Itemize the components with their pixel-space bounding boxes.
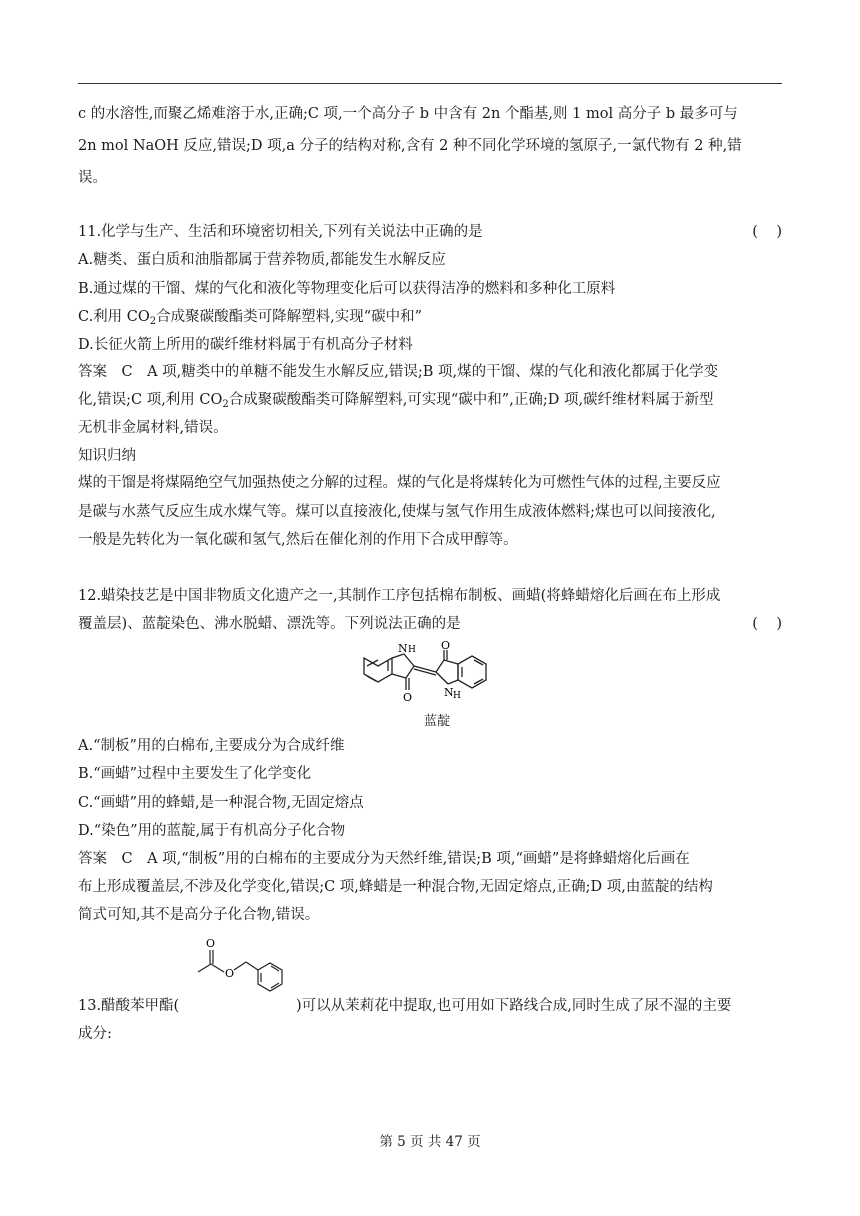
q12-answer-line-2: 布上形成覆盖层,不涉及化学变化,错误;C 项,蜂蜡是一种混合物,无固定熔点,正确;D 项,由蓝靛的结构 (78, 879, 713, 895)
knowledge-line-2: 是碳与水蒸气反应生成水煤气等。煤可以直接液化,使煤与氢气作用生成液体燃料;煤也可以间接液化, (78, 504, 716, 520)
q11-option-d: D.长征火箭上所用的碳纤维材料属于有机高分子材料 (78, 337, 413, 353)
q13-stem-prefix: 13.醋酸苯甲酯( (78, 998, 180, 1014)
knowledge-title: 知识归纳 (78, 448, 136, 464)
q11-option-c: C.利用 $CO_2$合成聚碳酸酯类可降解塑料,实现“碳中和” (78, 309, 423, 327)
indigo-structure-diagram (358, 640, 508, 706)
q11-option-b: B.通过煤的干馏、煤的气化和液化等物理变化后可以获得洁净的燃料和多种化工原料 (78, 281, 616, 297)
q12-answer-line-3: 简式可知,其不是高分子化合物,错误。 (78, 907, 320, 923)
prev-answer-line-3: 误。 (78, 170, 107, 186)
q11-answer-line-1: 答案 C A 项,糖类中的单糖不能发生水解反应,错误;B 项,煤的干馏、煤的气化和液化都属于化学变 (78, 364, 719, 380)
q12-answer-line-1: 答案 C A 项,“制板”用的白棉布的主要成分为天然纤维,错误;B 项,“画蜡”是将蜂蜡熔化后画在 (78, 851, 690, 867)
indigo-caption: 蓝靛 (424, 714, 451, 729)
q11-stem: 11.化学与生产、生活和环境密切相关,下列有关说法中正确的是 (78, 224, 483, 240)
atom-o-right: O (441, 640, 451, 652)
q11-answer-line-2: 化,错误;C 项,利用 $CO_2$合成聚碳酸酯类可降解塑料,可实现“碳中和”,正确;D 项,碳纤维材料属于新型 (78, 392, 714, 410)
knowledge-line-1: 煤的干馏是将煤隔绝空气加强热使之分解的过程。煤的气化是将煤转化为可燃性气体的过程,主要反应 (78, 475, 721, 491)
atom-h-right: H (453, 691, 461, 701)
atom-h-left: H (408, 645, 416, 655)
atom-n-right: N (444, 686, 454, 699)
prev-answer-line-2: 2n mol NaOH 反应,错误;D 项,a 分子的结构对称,含有 2 种不同化学环境的氢原子,一氯代物有 2 种,错 (78, 138, 742, 154)
q13-stem-suffix: )可以从茉莉花中提取,也可用如下路线合成,同时生成了尿不湿的主要 (296, 998, 732, 1014)
prev-answer-line-1: c 的水溶性,而聚乙烯难溶于水,正确;C 项,一个高分子 b 中含有 2n 个酯基,则 1 mol 高分子 b 最多可与 (78, 106, 738, 122)
atom-o-carbonyl: O (206, 937, 216, 950)
atom-n-left: N (398, 642, 408, 655)
q12-option-a: A.“制板”用的白棉布,主要成分为合成纤维 (78, 738, 345, 754)
q12-stem-line-2: 覆盖层)、蓝靛染色、沸水脱蜡、漂洗等。下列说法正确的是 (78, 616, 461, 632)
header-rule (78, 83, 782, 84)
atom-o-ester: O (225, 967, 235, 980)
atom-o-left: O (403, 691, 413, 704)
benzene-ring (258, 963, 282, 991)
q12-stem-line-1: 12.蜡染技艺是中国非物质文化遗产之一,其制作工序包括棉布制板、画蜡(将蜂蜡熔化后画在布上形成 (78, 588, 721, 604)
q11-answer-line-3: 无机非金属材料,错误。 (78, 420, 228, 436)
q11-answer-bracket: ( ) (752, 224, 782, 240)
knowledge-line-3: 一般是先转化为一氧化碳和氢气,然后在催化剂的作用下合成甲醇等。 (78, 532, 518, 548)
q12-option-b: B.“画蜡”过程中主要发生了化学变化 (78, 766, 312, 782)
q12-option-c: C.“画蜡”用的蜂蜡,是一种混合物,无固定熔点 (78, 795, 364, 811)
q13-stem-line-2: 成分: (78, 1026, 112, 1042)
q12-answer-bracket: ( ) (752, 616, 782, 632)
page-footer: 第 5 页 共 47 页 (379, 1134, 481, 1150)
benzyl-acetate-structure (186, 934, 292, 1012)
q12-option-d: D.“染色”用的蓝靛,属于有机高分子化合物 (78, 823, 346, 839)
q11-option-a: A.糖类、蛋白质和油脂都属于营养物质,都能发生水解反应 (78, 252, 446, 268)
